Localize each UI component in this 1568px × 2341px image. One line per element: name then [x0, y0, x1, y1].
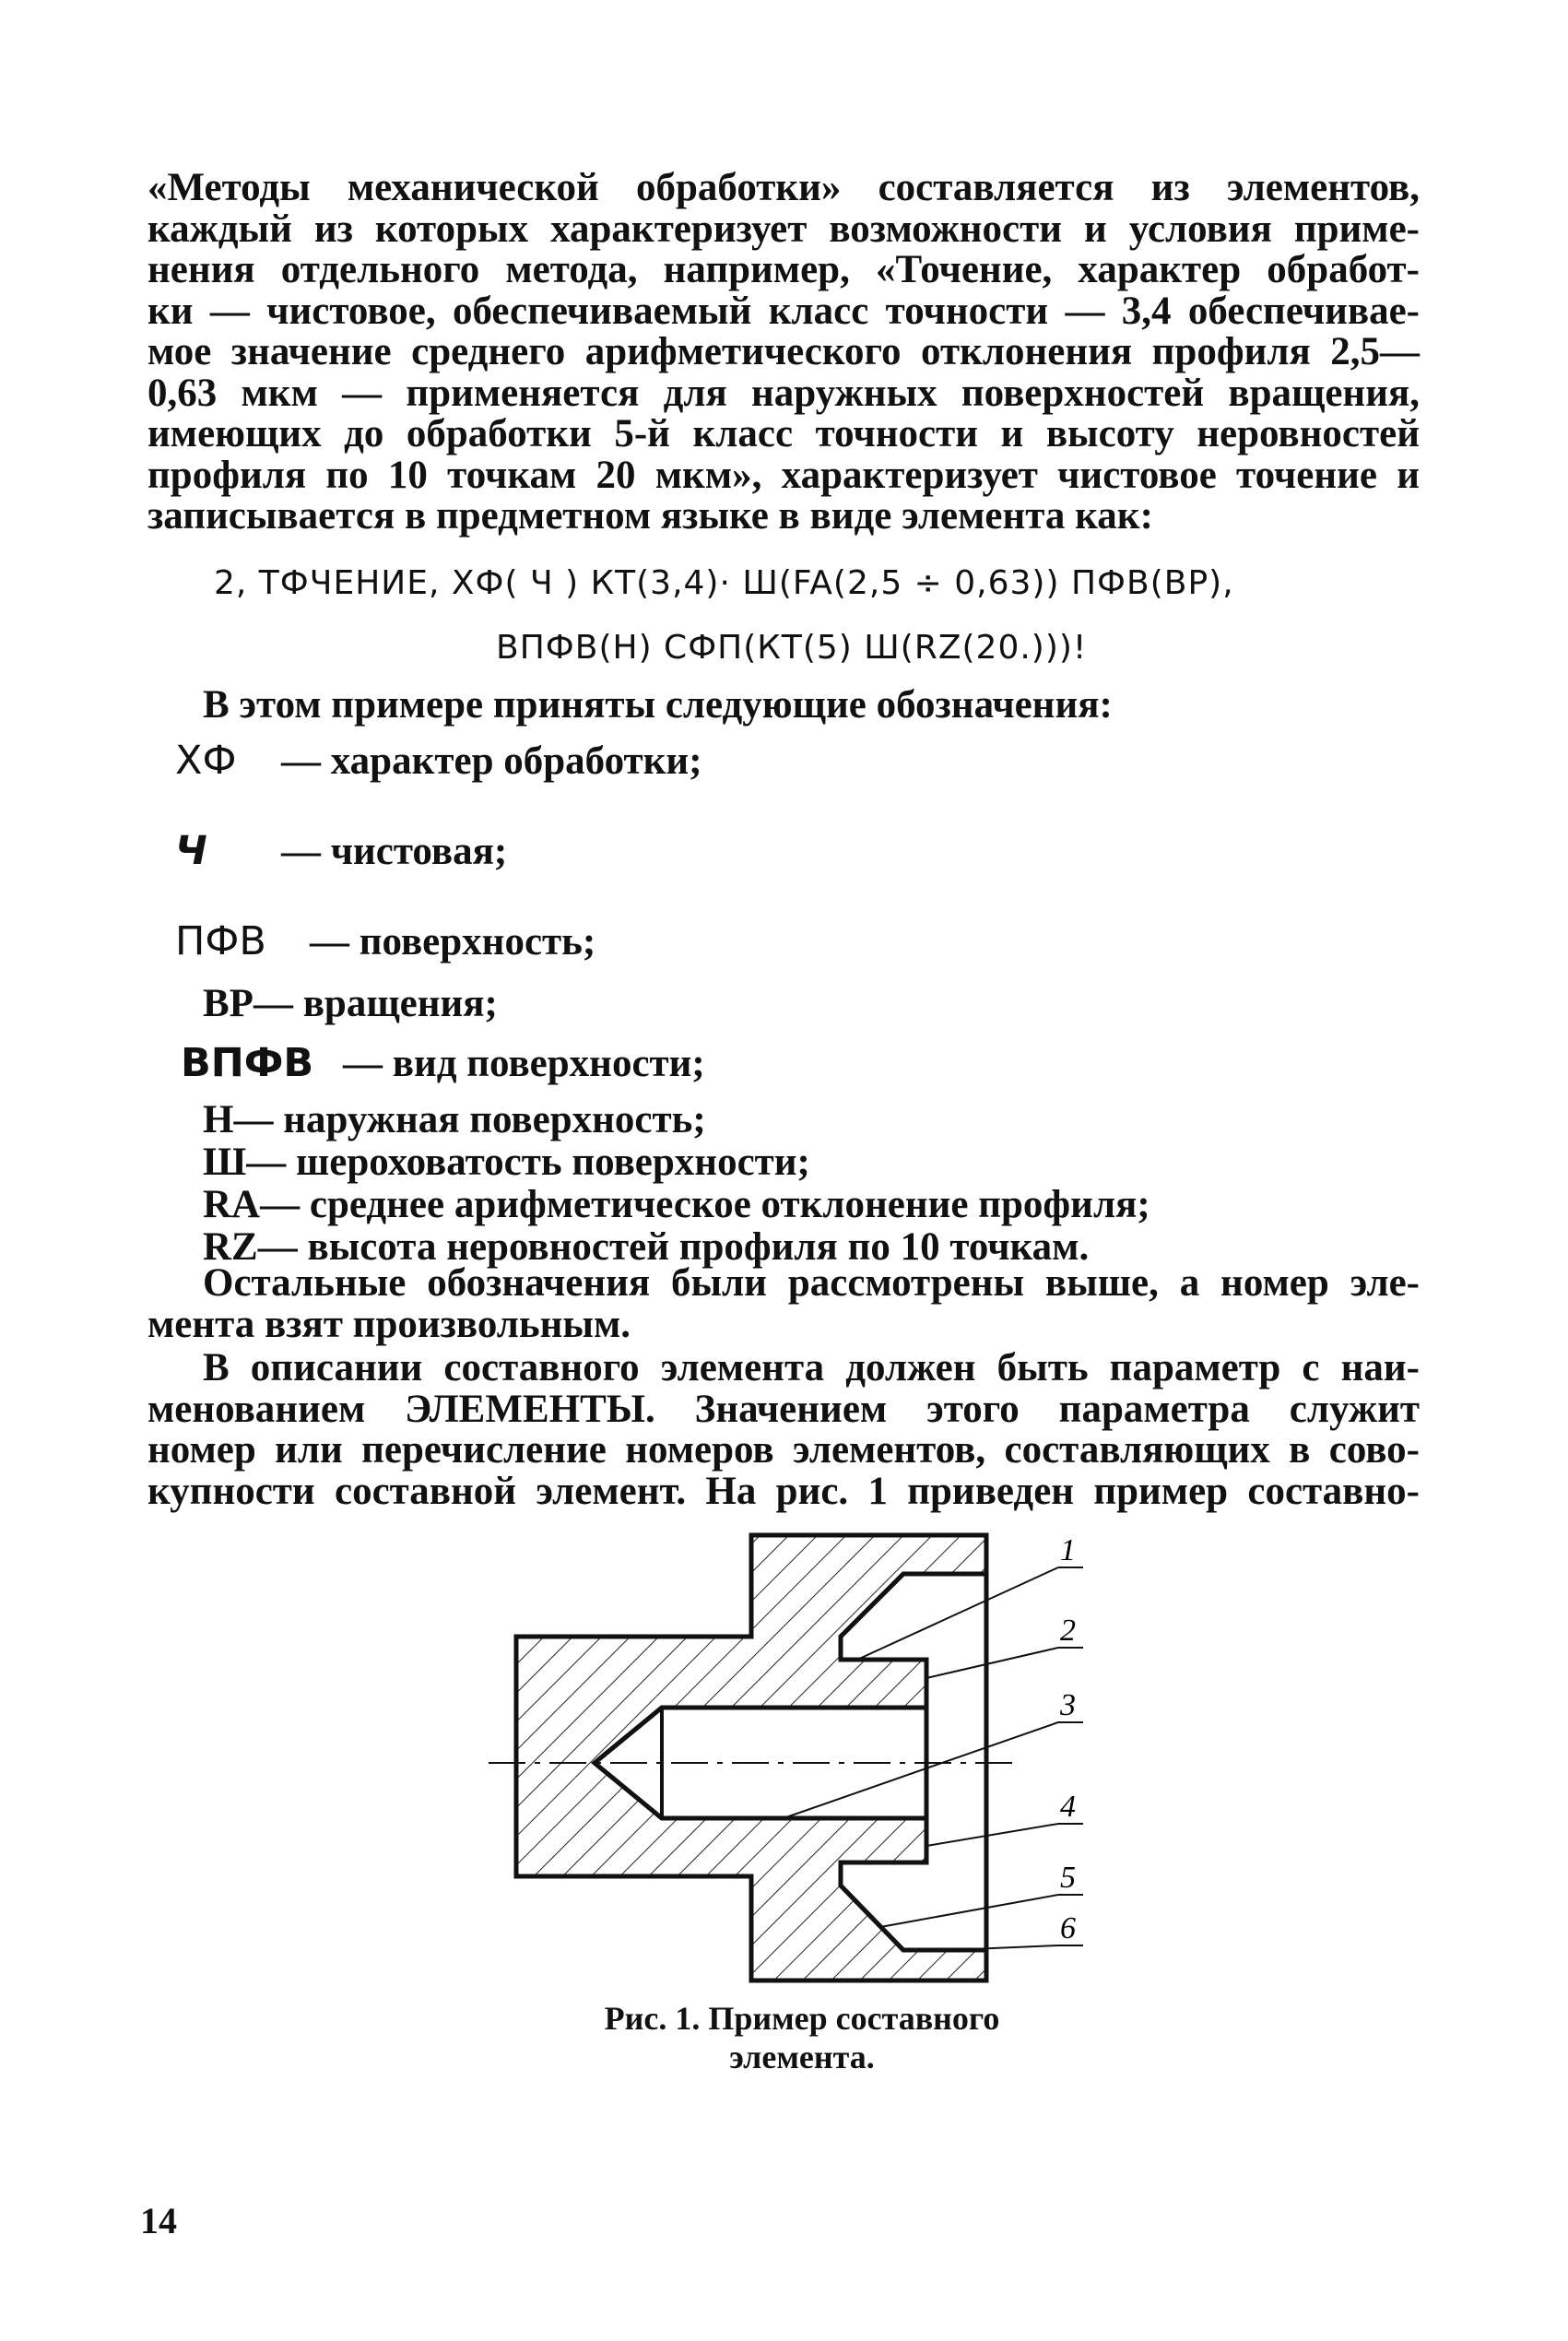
- legend-symbol: Ч: [175, 828, 207, 874]
- legend-symbol: ВР: [203, 982, 253, 1025]
- legend-symbol: Ш: [203, 1141, 247, 1184]
- text-line: В описании составного элемента должен быть параметр с наи-: [203, 1346, 1420, 1389]
- legend-meaning: — шероховатость поверхности;: [246, 1141, 810, 1184]
- legend-symbol: ХФ: [175, 738, 237, 784]
- legend-meaning: — наружная поверхность;: [233, 1098, 706, 1141]
- page-number: 14: [140, 2200, 177, 2241]
- text-line: менованием ЭЛЕМЕНТЫ. Значением этого параметра служит: [147, 1387, 1420, 1431]
- figure-caption: [516, 1999, 1088, 2076]
- legend-symbol: ВПФВ: [181, 1040, 314, 1086]
- caption-line: элемента.: [729, 2039, 875, 2075]
- text-line: Остальные обозначения были рассмотрены выше, а номер эле-: [203, 1261, 1420, 1305]
- callout-label: 2: [1060, 1614, 1076, 1648]
- text-line: «Методы механической обработки» составляется из элементов,: [147, 166, 1420, 209]
- text-line: номер или перечисление номеров элементов, составляющих в сово-: [147, 1428, 1420, 1472]
- text-line: 0,63 мкм — применяется для наружных поверхностей вращения,: [147, 371, 1420, 415]
- text-line: профиля по 10 точкам 20 мкм», характеризует чистовое точение и: [147, 453, 1420, 497]
- callout-label: 5: [1060, 1861, 1076, 1895]
- text-line: мое значение среднего арифметического отклонения профиля 2,5—: [147, 330, 1420, 373]
- formula-line-1: 2, ТФЧЕНИЕ, ХФ( Ч ) КТ(3,4)· Ш(FA(2,5 ÷ 0,63)) ПФВ(ВР),: [214, 564, 1234, 602]
- legend-symbol: Н: [203, 1098, 234, 1141]
- text-line: каждый из которых характеризует возможности и условия приме-: [147, 207, 1420, 251]
- formula-line-2: ВПФВ(Н) СФП(КТ(5) Ш(RZ(20.)))!: [496, 629, 1088, 667]
- legend-meaning: — характер обработки;: [281, 739, 702, 783]
- legend-meaning: — чистовая;: [281, 830, 508, 873]
- legend-symbol: RZ: [203, 1225, 258, 1269]
- legend-meaning: — поверхность;: [310, 920, 596, 964]
- callout-label: 6: [1060, 1911, 1076, 1945]
- legend-meaning: — вид поверхности;: [343, 1042, 705, 1085]
- text-line: имеющих до обработки 5-й класс точности и высоту неровностей: [147, 412, 1420, 455]
- caption-line: Рис. 1. Пример составного: [604, 2000, 1000, 2037]
- callout-label: 1: [1060, 1533, 1076, 1567]
- legend-meaning: — среднее арифметическое отклонение профиля;: [260, 1183, 1150, 1226]
- text-line: мента взят произвольным.: [147, 1302, 631, 1346]
- legend-meaning: — высота неровностей профиля по 10 точкам.: [257, 1225, 1090, 1269]
- text-line: записывается в предметном языке в виде элемента как:: [147, 494, 1153, 538]
- legend-meaning: — вращения;: [253, 982, 498, 1025]
- text-line: нения отдельного метода, например, «Точение, характер обработ-: [147, 248, 1420, 291]
- legend-symbol: ПФВ: [175, 918, 266, 964]
- text-line: купности составной элемент. На рис. 1 приведен пример составно-: [147, 1469, 1420, 1513]
- legend-symbol: RA: [203, 1183, 261, 1226]
- callout-label: 4: [1060, 1790, 1076, 1824]
- callout-label: 3: [1060, 1688, 1076, 1722]
- legend-intro: В этом примере приняты следующие обозначения:: [203, 683, 1113, 727]
- text-line: ки — чистовое, обеспечиваемый класс точности — 3,4 обеспечивае-: [147, 289, 1420, 333]
